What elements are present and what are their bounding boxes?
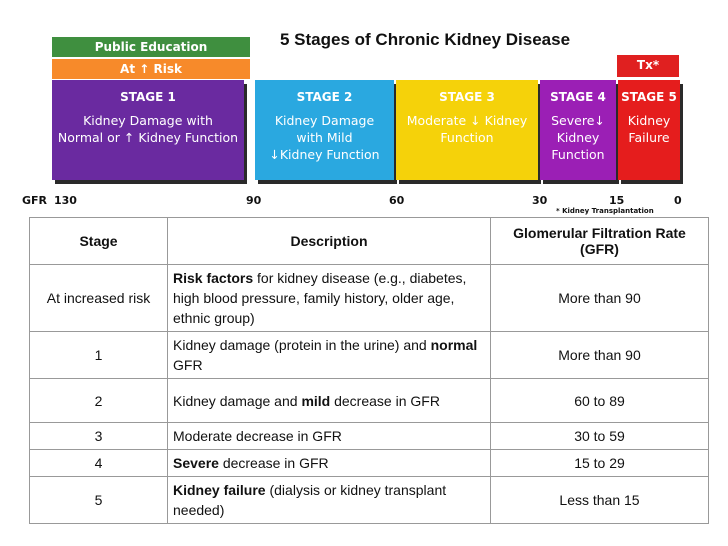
stage-cell: 1 (30, 332, 168, 379)
transplant-footnote: * Kidney Transplantation (556, 207, 654, 215)
table-row (30, 477, 709, 524)
desc-post: (dialysis or kidney transplant needed) (173, 482, 447, 518)
gfr-tick: 130 (54, 194, 77, 207)
desc-post: for kidney disease (e.g., diabetes, high blood pressure, family history, older age, ethnic group) (173, 270, 467, 326)
stage-1-block (52, 80, 244, 180)
column-header: Description (168, 218, 491, 265)
stage-cell: 3 (30, 423, 168, 450)
stage-desc-line: Moderate ↓ Kidney (406, 113, 528, 128)
stage-name: STAGE 1 (120, 90, 176, 104)
gfr-tick: 60 (389, 194, 405, 207)
desc-pre: Moderate decrease in GFR (173, 428, 342, 444)
stage-name: STAGE 2 (296, 90, 353, 104)
gfr-cell: More than 90 (491, 265, 709, 332)
public-education-bar: Public Education (52, 37, 250, 57)
stage-name: STAGE 3 (439, 90, 495, 104)
description-cell (168, 265, 491, 332)
column-header: Glomerular Filtration Rate (GFR) (491, 218, 709, 265)
page-title: 5 Stages of Chronic Kidney Disease (280, 30, 571, 49)
description-cell (168, 450, 491, 477)
stage-desc-line: Kidney (627, 113, 671, 128)
stage-desc-line: Function (551, 147, 605, 162)
stage-desc-line: ↓Kidney Function (269, 147, 380, 162)
gfr-tick: 0 (674, 194, 682, 207)
at-risk-bar: At ↑ Risk (52, 59, 250, 79)
table-header-row (30, 218, 709, 265)
desc-pre: Kidney damage and (173, 392, 302, 409)
desc-post: decrease in GFR (330, 392, 440, 409)
description-cell (168, 477, 491, 524)
gfr-cell: More than 90 (491, 332, 709, 379)
table-row (30, 379, 709, 423)
table-row (30, 450, 709, 477)
gfr-tick: 15 (609, 194, 625, 207)
description-cell (168, 332, 491, 379)
table-row (30, 423, 709, 450)
stage-5-block (618, 80, 680, 180)
stage-4-block (540, 80, 616, 180)
desc-pre: Kidney damage (protein in the urine) and (173, 337, 431, 353)
stage-desc-line: Kidney (556, 130, 600, 145)
stage-cell: 5 (30, 477, 168, 524)
description-cell (168, 423, 491, 450)
stage-cell: 2 (30, 379, 168, 423)
transplant-bar: Tx* (617, 55, 679, 77)
ckd-stage-table (29, 217, 709, 524)
stage-desc-line: Severe↓ (551, 113, 605, 128)
stage-desc-line: Normal or ↑ Kidney Function (57, 130, 239, 145)
table-row (30, 332, 709, 379)
stage-desc-line: Failure (628, 130, 670, 145)
stage-desc-line: Kidney Damage with (83, 113, 213, 128)
gfr-tick: 30 (532, 194, 548, 207)
gfr-cell: 60 to 89 (491, 379, 709, 423)
column-header: Stage (30, 218, 168, 265)
gfr-tick: 90 (246, 194, 262, 207)
stage-cell: At increased risk (30, 265, 168, 332)
stage-desc-line: with Mild (296, 130, 353, 145)
stage-2-block (255, 80, 394, 180)
desc-bold: Risk factors (173, 270, 254, 286)
desc-bold: normal (430, 337, 478, 353)
stage-name: STAGE 4 (550, 90, 606, 104)
gfr-cell: 30 to 59 (491, 423, 709, 450)
desc-post: GFR (173, 357, 203, 373)
stage-desc-line: Function (440, 130, 494, 145)
desc-bold: Severe (173, 455, 219, 471)
gfr-scale-label: GFR (22, 194, 48, 207)
description-cell (168, 379, 491, 423)
table-row (30, 265, 709, 332)
stage-3-block (396, 80, 538, 180)
stage-name: STAGE 5 (621, 90, 677, 104)
gfr-cell: Less than 15 (491, 477, 709, 524)
desc-post: decrease in GFR (218, 455, 329, 471)
gfr-cell: 15 to 29 (491, 450, 709, 477)
desc-bold: mild (301, 392, 331, 409)
stage-cell: 4 (30, 450, 168, 477)
stage-desc-line: Kidney Damage (274, 113, 375, 128)
desc-bold: Kidney failure (173, 482, 266, 498)
